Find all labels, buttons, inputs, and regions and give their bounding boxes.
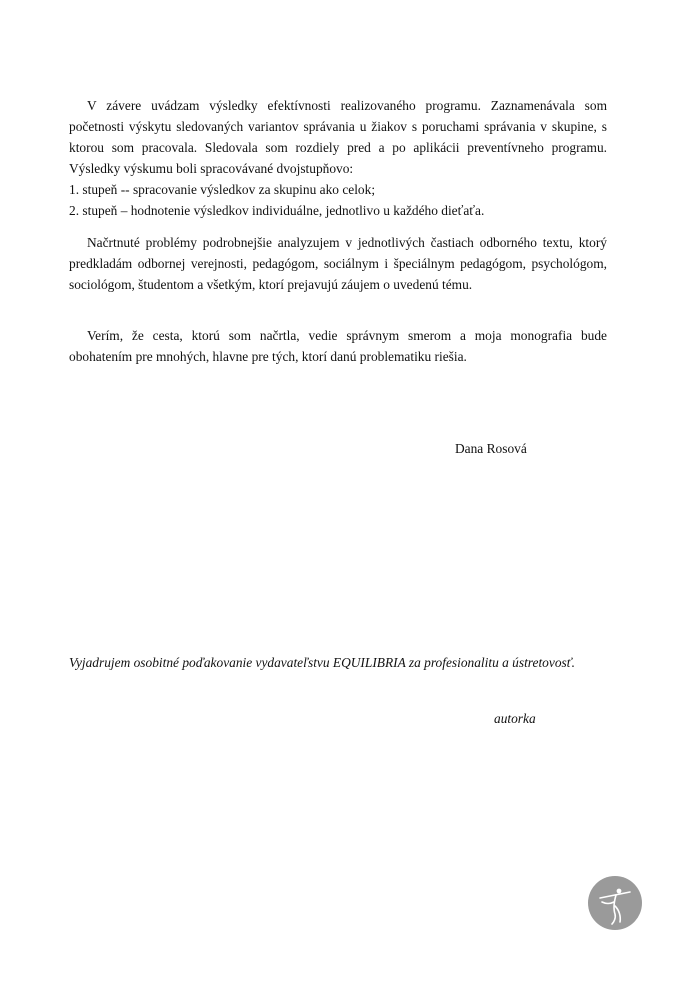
acknowledgement-signature: autorka xyxy=(494,711,536,726)
intro-section xyxy=(69,95,607,221)
author-signature: Dana Rosová xyxy=(455,441,527,456)
equilibria-figure-logo-icon xyxy=(588,876,642,930)
list-item: 1. stupeň -- spracovanie výsledkov za skupinu ako celok; xyxy=(69,182,376,197)
list-item: 2. stupeň – hodnotenie výsledkov individuálne, jednotlivo u každého dieťaťa. xyxy=(69,203,485,218)
paragraph-belief-section xyxy=(69,325,607,367)
paragraph-belief: Verím, že cesta, ktorú som načrtla, vedie správnym smerom a moja monografia bude obohatením pre mnohých, hlavne pre tých, ktorí danú problematiku riešia. xyxy=(69,328,607,364)
paragraph-analysis: Načrtnuté problémy podrobnejšie analyzujem v jednotlivých častiach odborného textu, ktorý predkladám odbornej verejnosti, pedagógom, sociálnym i špeciálnym pedagógom, psychológom, sociológom, študentom a všetkým, ktorí prejavujú záujem o uvedenú tému. xyxy=(69,235,607,292)
acknowledgement-text: Vyjadrujem osobitné poďakovanie vydavateľstvu EQUILIBRIA za profesionalitu a ústretovosť. xyxy=(69,655,575,670)
paragraph-analysis-section xyxy=(69,232,607,295)
intro-paragraph: V závere uvádzam výsledky efektívnosti realizovaného programu. Zaznamenávala som početnosti výskytu sledovaných variantov správania u žiakov s poruchami správania v skupine, s ktorou som pracovala. Sledovala som rozdiely pred a po aplikácii preventívneho programu. Výsledky výskumu boli spracovávané dvojstupňovo: xyxy=(69,98,607,176)
